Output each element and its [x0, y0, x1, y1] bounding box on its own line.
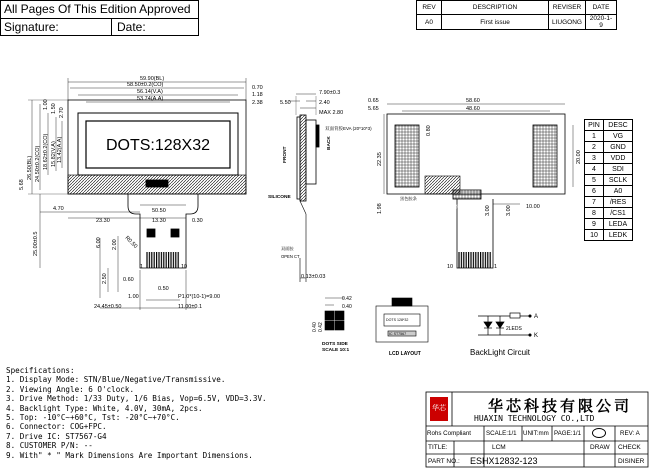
check-label: CHECK	[618, 444, 641, 451]
pin-num: 1	[585, 131, 604, 142]
dim-left-small-4: 5.68	[19, 179, 25, 190]
spec-item: 9. With" * " Mark Dimensions Are Important Dimensions.	[6, 450, 253, 460]
pin-desc: LEDK	[604, 230, 633, 241]
dim-back-width: 58.60	[466, 98, 480, 104]
dim-fpc-2: 2.00	[112, 239, 118, 250]
scale-label: SCALE:1/1	[486, 430, 517, 437]
rev-cell-rev: A0	[417, 15, 442, 30]
side-glass-back	[300, 115, 306, 201]
desc-header: DESC	[604, 120, 633, 131]
dim-right-3: 2.38	[252, 100, 263, 106]
rev-header-desc: DESCRIPTION	[442, 1, 549, 15]
dim-side-550: 5.50	[280, 100, 291, 106]
back-black-label-2: 黑色胶条	[456, 204, 473, 209]
dim-height-co2: 18.62±0.2(CO)	[43, 133, 49, 170]
draw-label: DRAW	[590, 444, 610, 451]
pin-desc: A0	[604, 186, 633, 197]
specifications	[6, 366, 267, 460]
dots-caption-2: SCALE 10:1	[322, 348, 350, 353]
pin-desc: /RES	[604, 197, 633, 208]
side-eva-label: 双面背胶EVA (20*10*3)	[325, 126, 372, 131]
projection-icon	[592, 428, 606, 438]
back-pin-1-label: 1	[494, 264, 498, 270]
pin-num: 10	[585, 230, 604, 241]
dim-side-240: 2.40	[319, 100, 330, 106]
pin-header: PIN	[585, 120, 604, 131]
dim-width-aa: 53.74(A.A)	[137, 96, 164, 102]
side-silicone-label: SILICONE	[268, 195, 291, 200]
back-fpc-contacts	[458, 252, 492, 268]
backlight-anode: A	[534, 314, 539, 320]
dim-fpc-overall: 24.45±0.50	[94, 304, 122, 310]
pin-desc: VDD	[604, 153, 633, 164]
dim-fpc-inner: 13.30	[152, 218, 166, 224]
dim-left-small-2: 1.50	[51, 103, 57, 114]
back-black-label-1: 黑色胶条	[400, 196, 417, 201]
dots-dim-1: 0.42	[342, 296, 352, 302]
side-glass-front	[297, 117, 300, 199]
rev-cell-desc: First issue	[442, 15, 549, 30]
dim-side-total: 7.90±0.3	[319, 90, 341, 96]
pin-num: 9	[585, 219, 604, 230]
spec-item: 8. CUSTOMER P/N: --	[6, 441, 93, 451]
approved-label: All Pages Of This Edition Approved	[4, 2, 191, 16]
dim-height-aa: 13.42(A.A)	[57, 136, 63, 163]
dim-back-pad: 20.00	[576, 150, 582, 164]
dim-back-10: 10.00	[526, 204, 540, 210]
spec-item: 1. Display Mode: STN/Blue/Negative/Transmissive.	[6, 375, 226, 385]
dots-detail	[325, 298, 344, 330]
pin-table	[584, 119, 633, 241]
rev-header-rev: REV	[417, 1, 442, 15]
pin-desc: VG	[604, 131, 633, 142]
side-front-label: FRONT	[283, 146, 288, 163]
side-eva	[316, 125, 319, 147]
spec-item: 6. Connector: COG+FPC.	[6, 422, 107, 432]
dots-dim-4: 0.40	[312, 322, 318, 332]
dim-fpc-06: 0.60	[123, 277, 134, 283]
spec-item: 3. Drive Method: 1/33 Duty, 1/6 Bias, Vop=6.5V, VDD=3.3V.	[6, 394, 267, 404]
rohs-label: Rohs Compliant	[427, 430, 472, 437]
dim-back-065: 0.65	[368, 98, 379, 104]
backlight-circuit	[478, 313, 531, 336]
dim-fpc-left: 4.70	[53, 206, 64, 212]
rev-cell-reviser: LIUGONG	[549, 15, 586, 30]
dim-fpc-thk: 0.30	[192, 218, 203, 224]
fpc-hole-right	[171, 229, 179, 237]
dim-back-198: 1.98	[377, 203, 383, 214]
dim-fpc-05: 0.50	[158, 286, 169, 292]
backlight-caption: BackLight Circuit	[470, 348, 531, 357]
dim-back-565: 5.65	[368, 106, 379, 112]
dim-fpc-pitch: P1.0*(10-1)=9.00	[178, 294, 221, 300]
spec-title: Specifications:	[6, 366, 75, 375]
dim-width-bl: 59.90(BL)	[140, 76, 165, 82]
dim-right-2: 1.18	[252, 92, 263, 98]
back-black-strip	[453, 190, 481, 199]
pin-desc: LEDA	[604, 219, 633, 230]
pin-desc: SCLK	[604, 175, 633, 186]
display-text: DOTS:128X32	[105, 137, 211, 154]
dim-left-small-1: 1.00	[43, 99, 49, 110]
side-open-label: OPEN CT	[281, 254, 300, 259]
part-no-label: PART NO.:	[428, 458, 460, 465]
unit-label: UNIT:mm	[523, 430, 549, 437]
dots-caption-1: DOTS SIDE	[322, 342, 348, 347]
dim-back-300a: 3.00	[485, 205, 491, 216]
rev-header-date: DATE	[586, 1, 617, 15]
side-backlight	[306, 120, 316, 184]
back-pin-10-label: 10	[447, 264, 454, 270]
dim-width-co: 58.50±0.2(CO)	[127, 82, 164, 88]
side-tape-label: 双面胶	[281, 246, 294, 251]
backlight-leds: 2LEDS	[506, 326, 522, 332]
date-label: Date:	[117, 20, 146, 34]
dim-fpc-width: 50.50	[152, 208, 166, 214]
company-name-cn: 华芯科技有限公司	[488, 398, 633, 415]
designer-label: DISINER	[618, 458, 645, 465]
signature-label: Signature:	[4, 20, 59, 34]
dim-height-va: 15.82(V.A)	[51, 141, 57, 167]
rev-header-reviser: REVISER	[549, 1, 586, 15]
lcd-layout-label-2: IC ST7567	[389, 332, 407, 336]
pin-num: 8	[585, 208, 604, 219]
lcd-layout-caption: LCD LAYOUT	[389, 351, 421, 357]
back-view	[384, 104, 573, 268]
dim-fpc-length: 25.00±0.5	[33, 231, 39, 256]
side-back-label: BACK	[327, 136, 332, 150]
back-left-pad	[395, 125, 419, 187]
spec-item: 2. Viewing Angle: 6 O'clock.	[6, 384, 135, 394]
dim-fpc-1: 1.00	[128, 294, 139, 300]
pin-num: 5	[585, 175, 604, 186]
backlight-labels	[470, 314, 538, 357]
pin-num: 4	[585, 164, 604, 175]
dim-width-va: 56.14(V.A)	[137, 89, 163, 95]
dim-side-max: MAX 2.80	[319, 110, 344, 116]
pin-desc: /CS1	[604, 208, 633, 219]
pin-num: 3	[585, 153, 604, 164]
spec-item: 7. Drive IC: ST7567-G4	[6, 431, 107, 441]
title-label: TITLE:	[428, 444, 448, 451]
dots-dim-2: 0.40	[342, 304, 352, 310]
dim-height-bl: 26.50(BL)	[27, 155, 33, 180]
rev-label: REV: A	[620, 430, 640, 437]
dim-side-fpc: 0.13±0.03	[301, 274, 326, 280]
dim-left-small-3: 2.70	[59, 107, 65, 118]
pin-num: 7	[585, 197, 604, 208]
pin-num: 6	[585, 186, 604, 197]
rev-cell-date: 2020-1-9	[586, 15, 617, 30]
pin-num: 2	[585, 142, 604, 153]
dim-back-080: 0.80	[426, 125, 432, 136]
fpc-hole-left	[147, 229, 155, 237]
company-name-en: HUAXIN TECHNOLOGY CO.,LTD	[474, 414, 595, 423]
page-label: PAGE:1/1	[554, 430, 582, 437]
company-logo	[430, 397, 448, 421]
fpc-pin-10-label: 10	[181, 264, 188, 270]
back-right-pad	[533, 125, 557, 187]
dim-back-height: 22.35	[377, 152, 383, 166]
dim-fpc-6: 6.00	[96, 237, 102, 248]
backlight-cathode: K	[534, 333, 539, 339]
lcd-layout-label-1: DOTS 128*32	[386, 318, 409, 322]
dots-dim-3: 0.42	[318, 322, 324, 332]
dim-height-co: 24.50±0.2(CO)	[35, 145, 41, 182]
fpc-radius: R0.50	[123, 235, 139, 250]
part-no-value: ESHX12832-123	[470, 456, 538, 466]
logo-text: 华芯	[432, 405, 446, 412]
dim-back-300b: 3.00	[506, 205, 512, 216]
dim-back-inner: 48.60	[466, 106, 480, 112]
dim-right-1: 0.70	[252, 85, 263, 91]
spec-item: 5. Top: -10°C~+60°C, Tst: -20°C~+70°C.	[6, 413, 180, 423]
dim-fpc-span: 11.00±0.1	[178, 304, 203, 310]
driver-ic	[146, 180, 168, 187]
title-value: LCM	[492, 444, 506, 451]
fpc-contacts	[146, 252, 180, 268]
dim-fpc-25: 2.50	[102, 273, 108, 284]
spec-item: 4. Backlight Type: White, 4.0V, 30mA, 2pcs.	[6, 403, 203, 413]
lcd-layout-labels	[386, 318, 421, 357]
dim-fpc-offset: 23.30	[96, 218, 110, 224]
fpc-pin-1-label: 1	[140, 264, 144, 270]
side-view-labels	[268, 90, 372, 280]
pin-desc: GND	[604, 142, 633, 153]
pin-desc: SDI	[604, 164, 633, 175]
